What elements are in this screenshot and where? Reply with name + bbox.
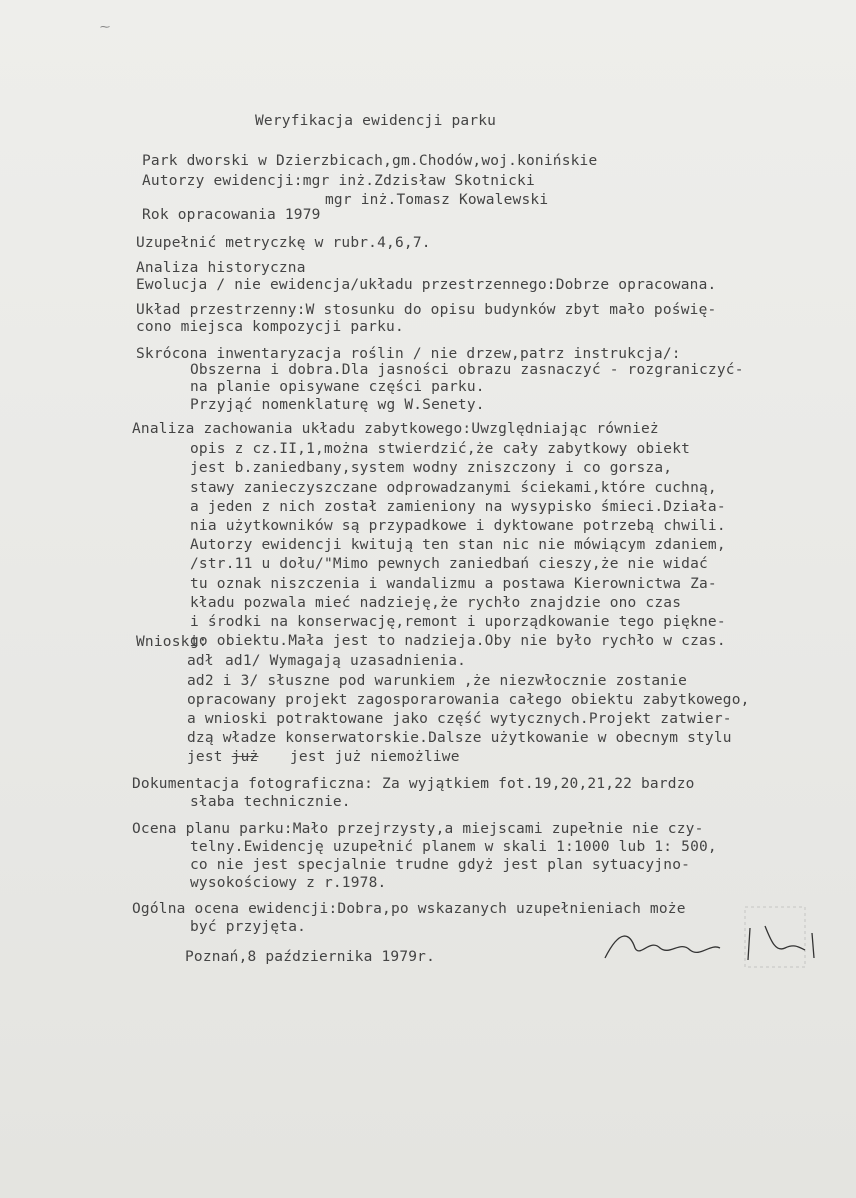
text-line: Park dworski w Dzierzbicach,gm.Chodów,woj.konińskie [142,153,598,169]
text-line: na planie opisywane części parku. [190,379,485,395]
text-line: /str.11 u dołu/"Mimo pewnych zaniedbań cieszy,że nie widać [190,556,708,572]
text-line: a wnioski potraktowane jako część wytycznych.Projekt zatwier- [187,711,732,727]
text-line: telny.Ewidencję uzupełnić planem w skali 1:1000 lub 1: 500, [190,839,717,855]
text-line: jest już niemożliwe [290,749,460,765]
text-line: ad1/ Wymagają uzasadnienia. [225,653,467,669]
text-line: Autorzy ewidencji kwitują ten stan nic nie mówiącym zdaniem, [190,537,726,553]
text-line: Ocena planu parku:Mało przejrzysty,a miejscami zupełnie nie czy- [132,821,704,837]
text-line: tu oznak niszczenia i wandalizmu a postawa Kierownictwa Za- [190,576,717,592]
text-line: być przyjęta. [190,919,307,935]
text-line: słaba technicznie. [190,794,351,810]
text-line: kładu pozwala mieć nadzieję,że rychło znajdzie ono czas [190,595,682,611]
struck-word: adł [187,653,214,669]
text-line: go obiektu.Mała jest to nadzieja.Oby nie było rychło w czas. [190,633,726,649]
wnioski-heading: Wnioski: [136,634,208,650]
paper-speck: ⁓ [100,22,110,33]
text-line: opracowany projekt zagosporarowania całego obiektu zabytkowego, [187,692,750,708]
text-line: Autorzy ewidencji:mgr inż.Zdzisław Skotnicki [142,173,535,189]
text-line: Przyjąć nomenklaturę wg W.Senety. [190,397,485,413]
text-line: Układ przestrzenny:W stosunku do opisu budynków zbyt mało poświę- [136,302,717,318]
handwritten-signature [600,918,830,968]
text-line: Uzupełnić metryczkę w rubr.4,6,7. [136,235,431,251]
text-line: co nie jest specjalnie trudne gdyż jest plan sytuacyjno- [190,857,691,873]
text-line: jest b.zaniedbany,system wodny zniszczony i co gorsza, [190,460,673,476]
text-line: i środki na konserwację,remont i uporządkowanie tego piękne- [190,614,726,630]
text-line: Rok opracowania 1979 [142,207,321,223]
place-date: Poznań,8 października 1979r. [185,949,436,965]
text-line: opis z cz.II,1,można stwierdzić,że cały zabytkowy obiekt [190,441,691,457]
text-line: mgr inż.Tomasz Kowalewski [325,192,549,208]
text-line: stawy zanieczyszczane odprowadzanymi ściekami,które cuchną, [190,480,717,496]
text-line: wysokościowy z r.1978. [190,875,387,891]
text-line: Ogólna ocena ewidencji:Dobra,po wskazanych uzupełnieniach może [132,901,686,917]
text-line: cono miejsca kompozycji parku. [136,319,404,335]
struck-line-prefix: jest już [187,749,259,765]
text-line: Ewolucja / nie ewidencja/układu przestrzennego:Dobrze opracowana. [136,277,717,293]
text-line: Dokumentacja fotograficzna: Za wyjątkiem fot.19,20,21,22 bardzo [132,776,695,792]
text-line: Skrócona inwentaryzacja roślin / nie drzew,patrz instrukcja/: [136,346,681,362]
text-line: nia użytkowników są przypadkowe i dyktowane potrzebą chwili. [190,518,726,534]
text-line: Obszerna i dobra.Dla jasności obrazu zasnaczyć - rozgraniczyć- [190,362,744,378]
text-line: Analiza zachowania układu zabytkowego:Uwzględniając również [132,421,659,437]
text-line: dzą władze konserwatorskie.Dalsze użytkowanie w obecnym stylu [187,730,732,746]
document-title: Weryfikacja ewidencji parku [255,113,497,129]
struck-word: już [231,749,259,765]
text-line: ad2 i 3/ słuszne pod warunkiem ,że niezwłocznie zostanie [187,673,688,689]
text-line: a jeden z nich został zamieniony na wysypisko śmieci.Działa- [190,499,726,515]
section-heading: Analiza historyczna [136,260,306,276]
